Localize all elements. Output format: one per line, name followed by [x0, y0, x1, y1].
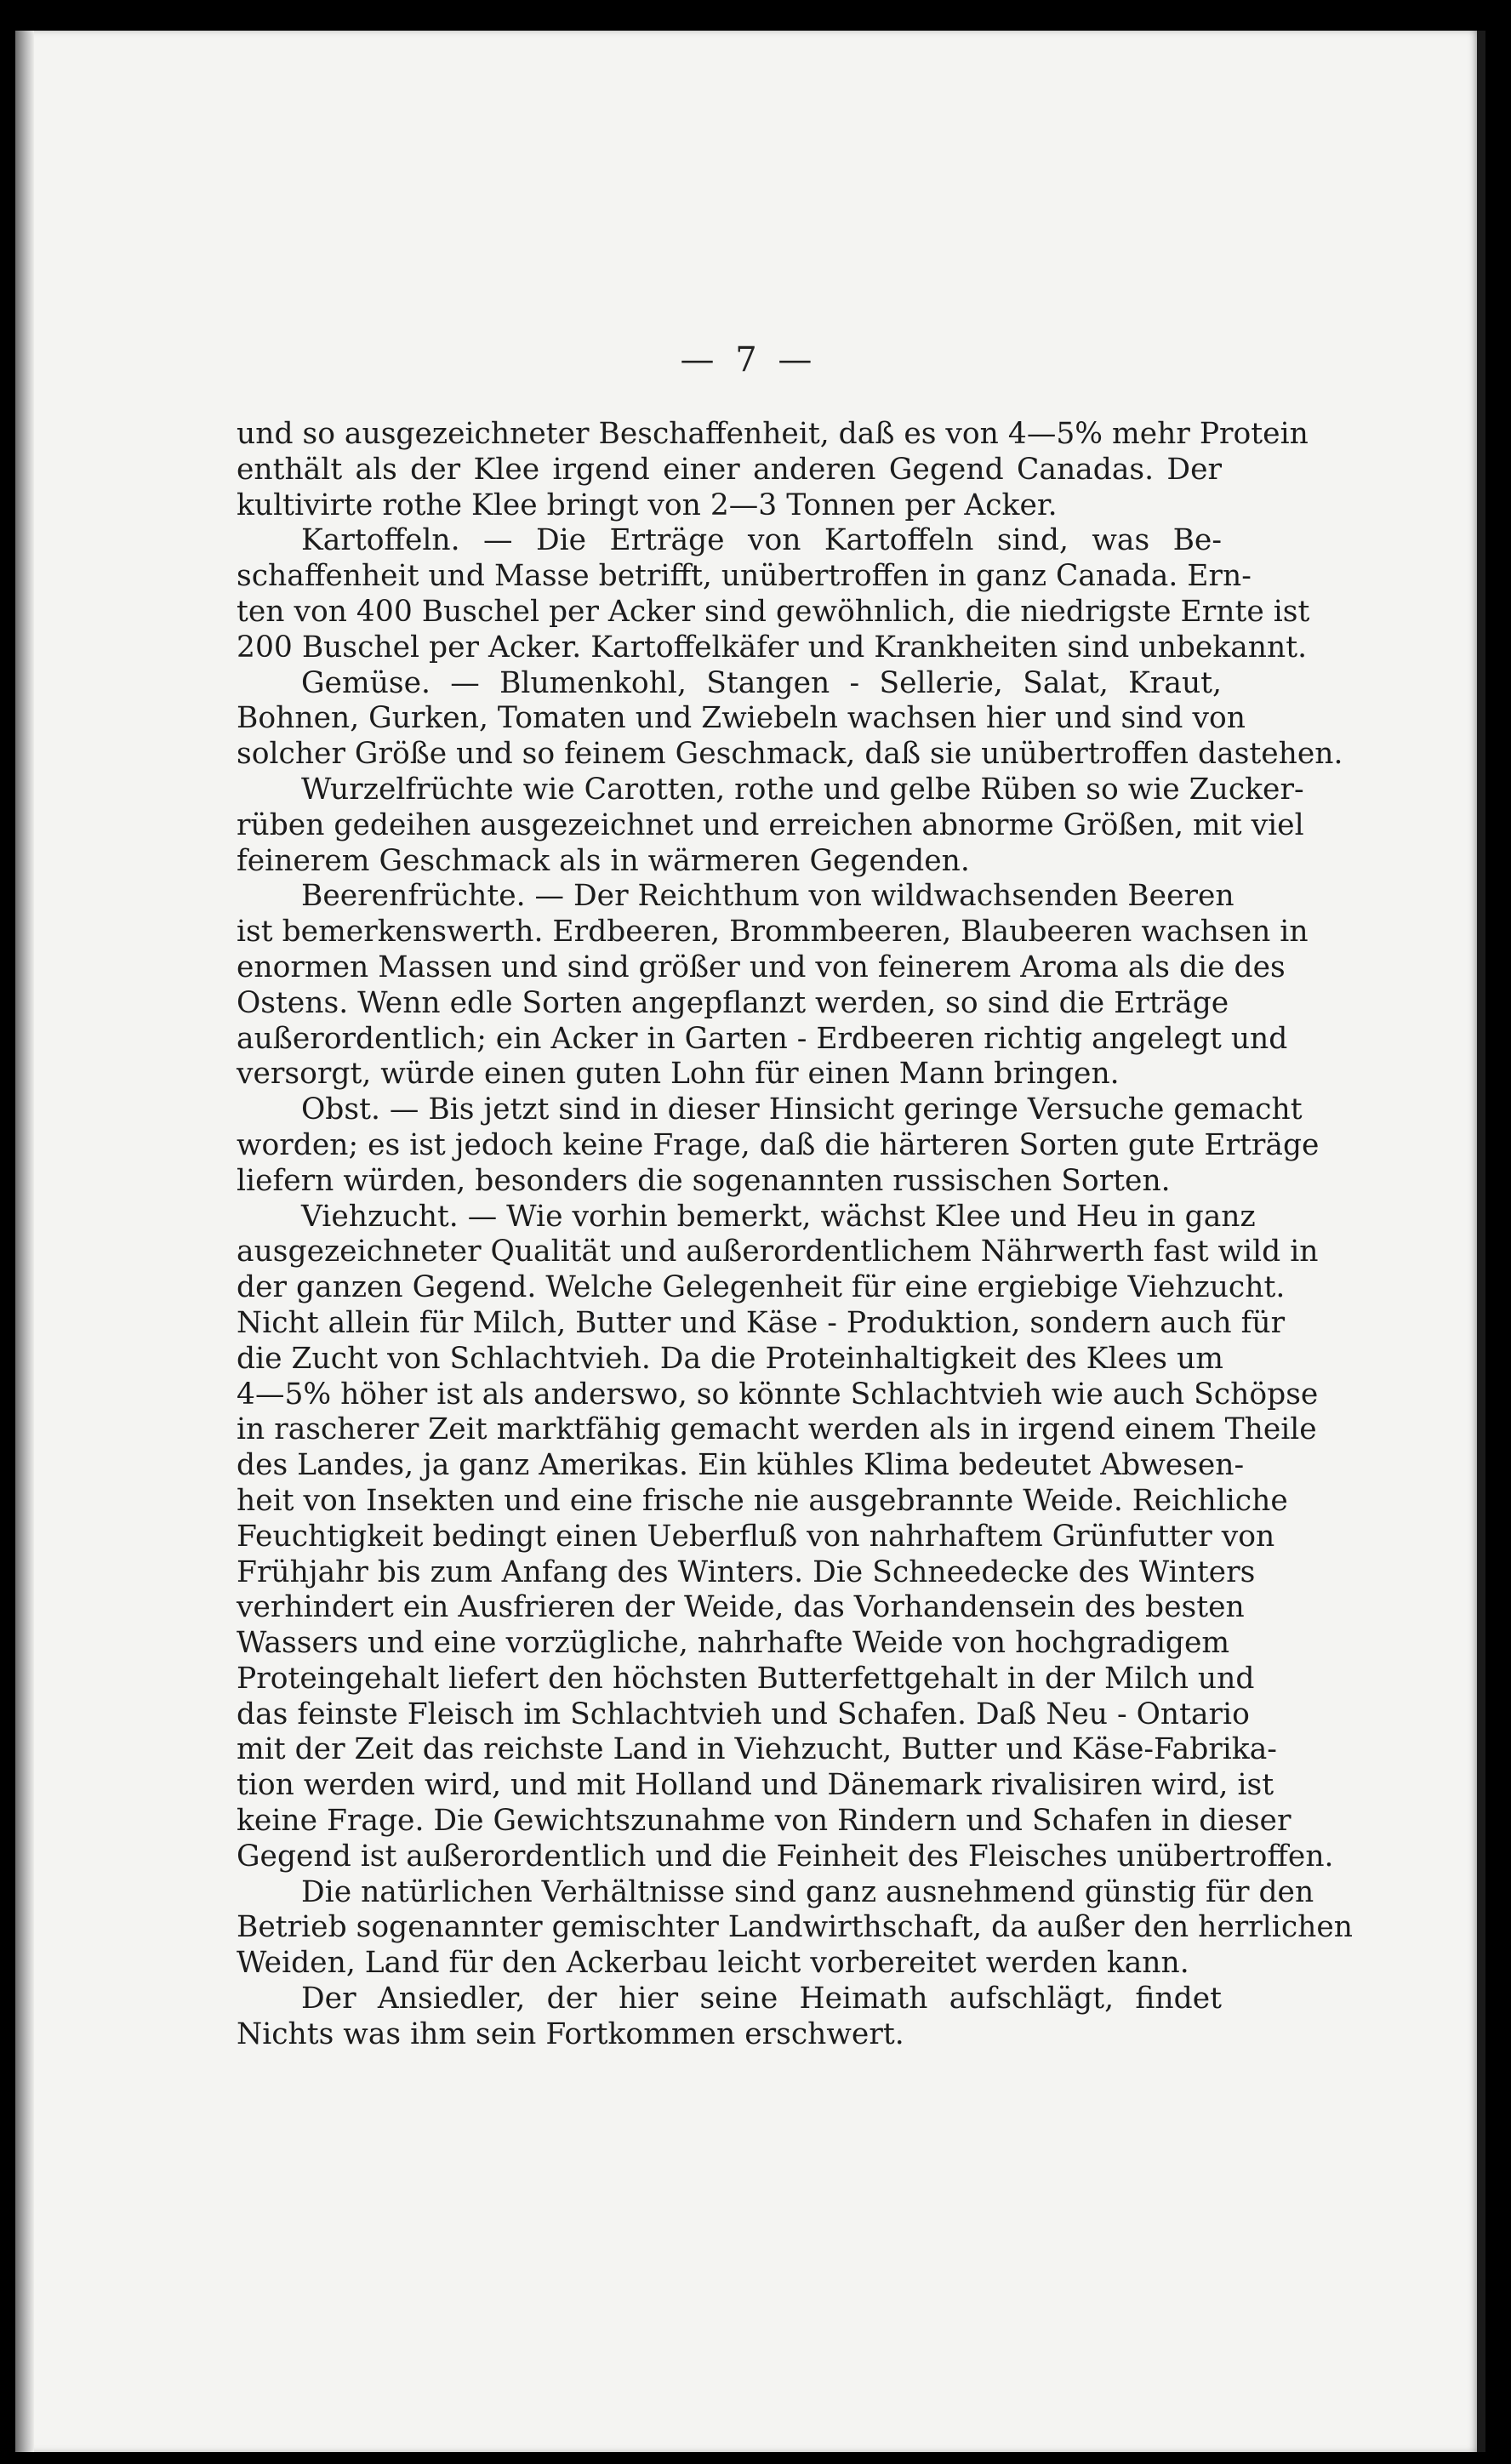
body-text [237, 417, 1353, 2053]
text-line: Bohnen, Gurken, Tomaten und Zwiebeln wachsen hier und sind von [237, 701, 1246, 736]
text-line: Weiden, Land für den Ackerbau leicht vorbereitet werden kann. [237, 1946, 1189, 1981]
text-line: Proteingehalt liefert den höchsten Butterfettgehalt in der Milch und [237, 1661, 1255, 1696]
text-line: liefern würden, besonders die sogenannten russischen Sorten. [237, 1163, 1171, 1198]
text-line: das feinste Fleisch im Schlachtvieh und Schafen. Daß Neu - Ontario [237, 1697, 1250, 1731]
text-line: mit der Zeit das reichste Land in Viehzucht, Butter und Käse-Fabrika- [237, 1732, 1277, 1767]
text-line: tion werden wird, und mit Holland und Dänemark rivalisiren wird, ist [237, 1768, 1274, 1803]
text-line: die Zucht von Schlachtvieh. Da die Proteinhaltigkeit des Klees um [237, 1341, 1223, 1376]
text-line: in rascherer Zeit marktfähig gemacht werden als in irgend einem Theile [237, 1412, 1317, 1447]
text-line: enormen Massen und sind größer und von feinerem Aroma als die des [237, 950, 1286, 984]
text-line: Ostens. Wenn edle Sorten angepflanzt werden, so sind die Erträge [237, 985, 1229, 1020]
text-line: feinerem Geschmack als in wärmeren Gegenden. [237, 843, 970, 878]
text-line: Beerenfrüchte. — Der Reichthum von wildwachsenden Beeren [301, 879, 1234, 914]
text-line: kultivirte rothe Klee bringt von 2—3 Tonnen per Acker. [237, 488, 1058, 522]
text-line: schaffenheit und Masse betrifft, unübertroffen in ganz Canada. Ern- [237, 559, 1252, 594]
text-line: und so ausgezeichneter Beschaffenheit, daß es von 4—5% mehr Protein [237, 417, 1309, 451]
text-line: Der Ansiedler, der hier seine Heimath aufschlägt, findet [301, 1982, 1222, 2016]
text-line: ten von 400 Buschel per Acker sind gewöhnlich, die niedrigste Ernte ist [237, 594, 1310, 629]
page-number: — 7 — [680, 340, 818, 379]
text-line: Nichts was ihm sein Fortkommen erschwert. [237, 2016, 904, 2051]
text-line: enthält als der Klee irgend einer anderen Gegend Canadas. Der [237, 452, 1222, 487]
text-line: Frühjahr bis zum Anfang des Winters. Die Schneedecke des Winters [237, 1554, 1256, 1589]
text-line: Nicht allein für Milch, Butter und Käse - Produktion, sondern auch für [237, 1305, 1286, 1340]
text-line: 200 Buschel per Acker. Kartoffelkäfer und Krankheiten sind unbekannt. [237, 630, 1308, 664]
text-line: heit von Insekten und eine frische nie ausgebrannte Weide. Reichliche [237, 1483, 1288, 1518]
text-line: Gemüse. — Blumenkohl, Stangen - Sellerie, Salat, Kraut, [301, 665, 1222, 700]
text-line: Kartoffeln. — Die Erträge von Kartoffeln sind, was Be- [301, 523, 1222, 558]
text-line: Gegend ist außerordentlich und die Feinheit des Fleisches unübertroffen. [237, 1839, 1334, 1874]
text-line: Betrieb sogenannter gemischter Landwirthschaft, da außer den herrlichen [237, 1910, 1353, 1945]
text-line: des Landes, ja ganz Amerikas. Ein kühles Klima bedeutet Abwesen- [237, 1448, 1245, 1483]
text-line: Feuchtigkeit bedingt einen Ueberfluß von nahrhaftem Grünfutter von [237, 1519, 1275, 1554]
text-line: Viehzucht. — Wie vorhin bemerkt, wächst Klee und Heu in ganz [301, 1199, 1256, 1234]
text-line: 4—5% höher ist als anderswo, so könnte Schlachtvieh wie auch Schöpse [237, 1377, 1319, 1412]
text-line: worden; es ist jedoch keine Frage, daß die härteren Sorten gute Erträge [237, 1127, 1320, 1162]
text-line: keine Frage. Die Gewichtszunahme von Rindern und Schafen in dieser [237, 1804, 1291, 1839]
text-line: Die natürlichen Verhältnisse sind ganz ausnehmend günstig für den [301, 1874, 1314, 1909]
text-line: rüben gedeihen ausgezeichnet und erreichen abnorme Größen, mit viel [237, 807, 1304, 842]
text-line: der ganzen Gegend. Welche Gelegenheit für eine ergiebige Viehzucht. [237, 1270, 1286, 1305]
page-gutter-shadow [15, 31, 34, 2452]
text-line: solcher Größe und so feinem Geschmack, daß sie unübertroffen dastehen. [237, 737, 1343, 772]
text-line: Wurzelfrüchte wie Carotten, rothe und gelbe Rüben so wie Zucker- [301, 772, 1304, 807]
text-line: verhindert ein Ausfrieren der Weide, das Vorhandensein des besten [237, 1590, 1245, 1625]
text-line: außerordentlich; ein Acker in Garten - Erdbeeren richtig angelegt und [237, 1021, 1288, 1056]
text-line: Obst. — Bis jetzt sind in dieser Hinsicht geringe Versuche gemacht [301, 1092, 1303, 1127]
text-line: ist bemerkenswerth. Erdbeeren, Brommbeeren, Blaubeeren wachsen in [237, 915, 1309, 950]
text-line: Wassers und eine vorzügliche, nahrhafte Weide von hochgradigem [237, 1626, 1230, 1661]
text-line: versorgt, würde einen guten Lohn für einen Mann bringen. [237, 1057, 1120, 1092]
text-line: ausgezeichneter Qualität und außerordentlichem Nährwerth fast wild in [237, 1235, 1319, 1269]
